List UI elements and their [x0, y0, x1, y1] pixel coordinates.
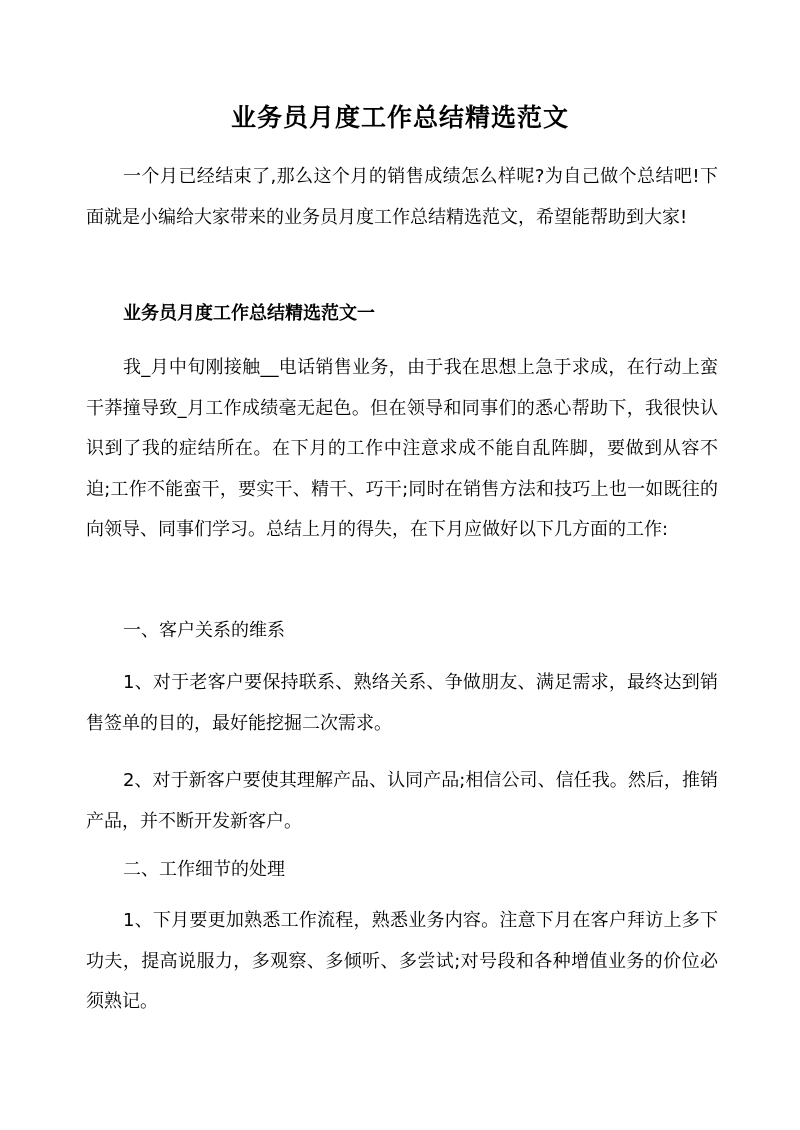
list-item-work-process: 1、下月要更加熟悉工作流程，熟悉业务内容。注意下月在客户拜访上多下功夫，提高说服力，多观察、多倾听、多尝试;对号段和各种增值业务的价位必须熟记。	[86, 910, 718, 1012]
subheading-work-details: 二、工作细节的处理	[123, 859, 285, 880]
intro-paragraph: 一个月已经结束了,那么这个月的销售成绩怎么样呢?为自己做个总结吧!下面就是小编给大家带来的业务员月度工作总结精选范文，希望能帮助到大家!	[86, 166, 718, 228]
subheading-customer-relations: 一、客户关系的维系	[123, 620, 285, 641]
document-title: 业务员月度工作总结精选范文	[230, 103, 569, 132]
list-item-new-customers: 2、对于新客户要使其理解产品、认同产品;相信公司、信任我。然后，推销产品，并不断开发新客户。	[86, 770, 718, 832]
body-paragraph: 我_月中旬刚接触__电话销售业务，由于我在思想上急于求成，在行动上蛮干莽撞导致_月工作成绩毫无起色。但在领导和同事们的悉心帮助下，我很快认识到了我的症结所在。在下月的工作中注意求成不能自乱阵脚，要做到从容不迫;工作不能蛮干，要实干、精干、巧干;同时在销售方法和技巧上也一如既往的向领导、同事们学习。总结上月的得失，在下月应做好以下几方面的工作:	[86, 357, 718, 540]
section-heading: 业务员月度工作总结精选范文一	[123, 303, 375, 324]
list-item-old-customers: 1、对于老客户要保持联系、熟络关系、争做朋友、满足需求，最终达到销售签单的目的，最好能挖掘二次需求。	[86, 672, 718, 734]
